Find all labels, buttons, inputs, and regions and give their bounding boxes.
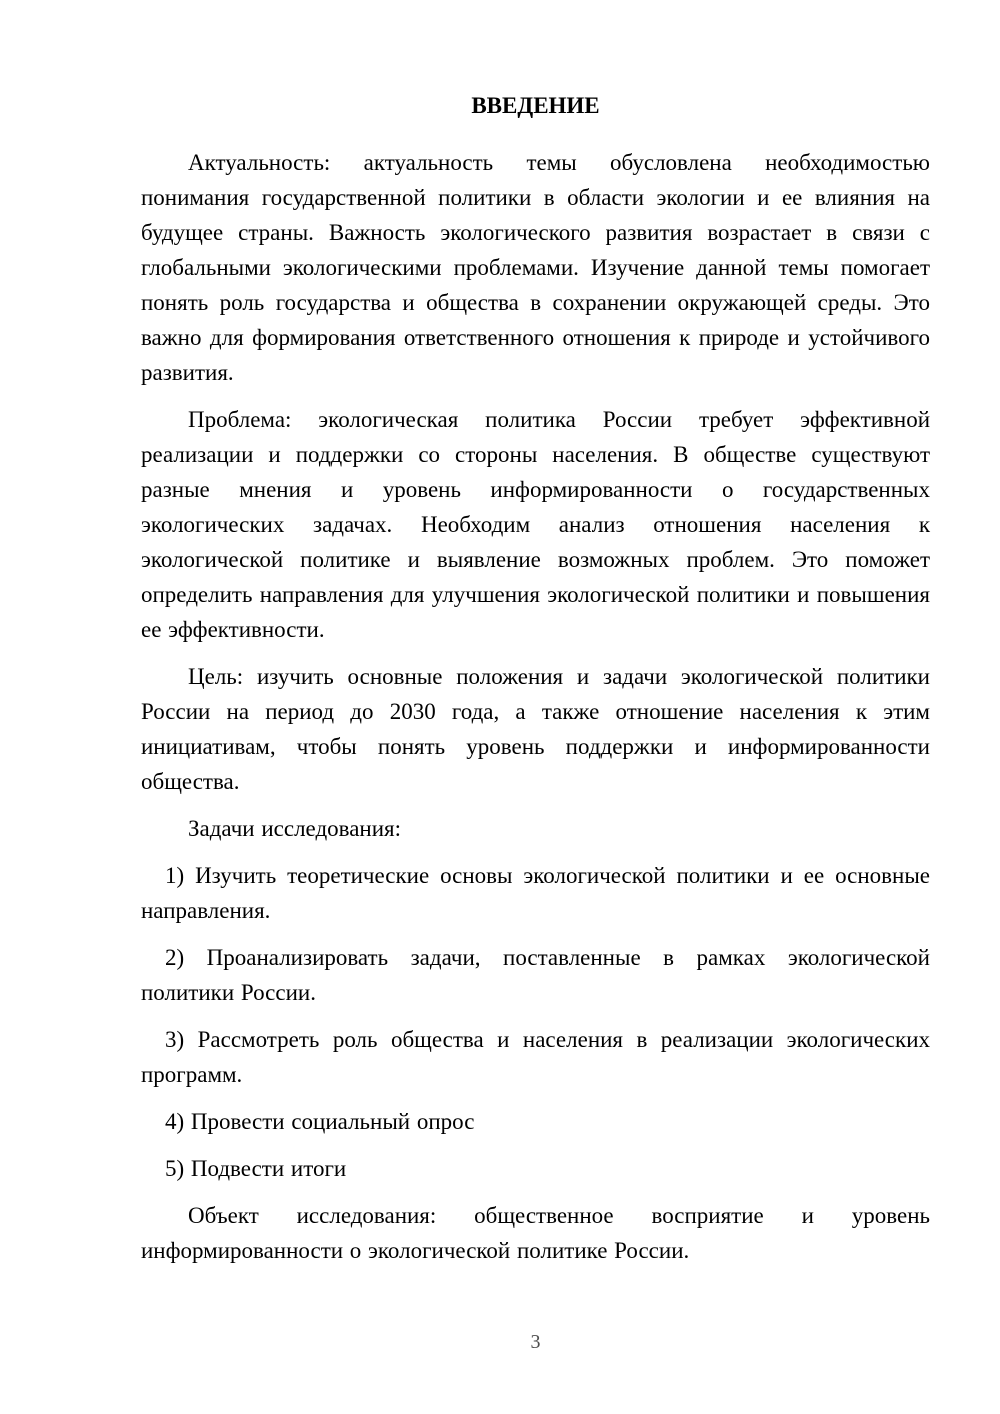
paragraph-research-object: Объект исследования: общественное восприятие и уровень информированности о экологической политике России. xyxy=(141,1203,930,1263)
tasks-heading: Задачи исследования: xyxy=(188,816,402,841)
task-item-1: 1) Изучить теоретические основы экологической политики и ее основные направления. xyxy=(141,863,930,923)
task-item-3: 3) Рассмотреть роль общества и населения в реализации экологических программ. xyxy=(141,1027,930,1087)
task-item-2: 2) Проанализировать задачи, поставленные в рамках экологической политики России. xyxy=(141,945,930,1005)
task-item-4: 4) Провести социальный опрос xyxy=(165,1109,475,1134)
paragraph-relevance: Актуальность: актуальность темы обусловлена необходимостью понимания государственной политики в области экологии и ее влияния на будущее страны. Важность экологического развития возрастает в связи с глобальными экологическими проблемами. Изучение данной темы помогает понять роль государства и общества в сохранении окружающей среды. Это важно для формирования ответственного отношения к природе и устойчивого развития. xyxy=(141,150,930,385)
page-number: 3 xyxy=(530,1331,541,1353)
paragraph-problem: Проблема: экологическая политика России требует эффективной реализации и поддержки со стороны населения. В обществе существуют разные мнения и уровень информированности о государственных экологических задачах. Необходим анализ отношения населения к экологической политике и выявление возможных проблем. Это поможет определить направления для улучшения экологической политики и повышения ее эффективности. xyxy=(141,407,930,642)
page-title: ВВЕДЕНИЕ xyxy=(471,93,600,118)
paragraph-goal: Цель: изучить основные положения и задачи экологической политики России на период до 2030 года, а также отношение населения к этим инициативам, чтобы понять уровень поддержки и информированности общества. xyxy=(141,664,930,794)
task-item-5: 5) Подвести итоги xyxy=(165,1156,347,1181)
